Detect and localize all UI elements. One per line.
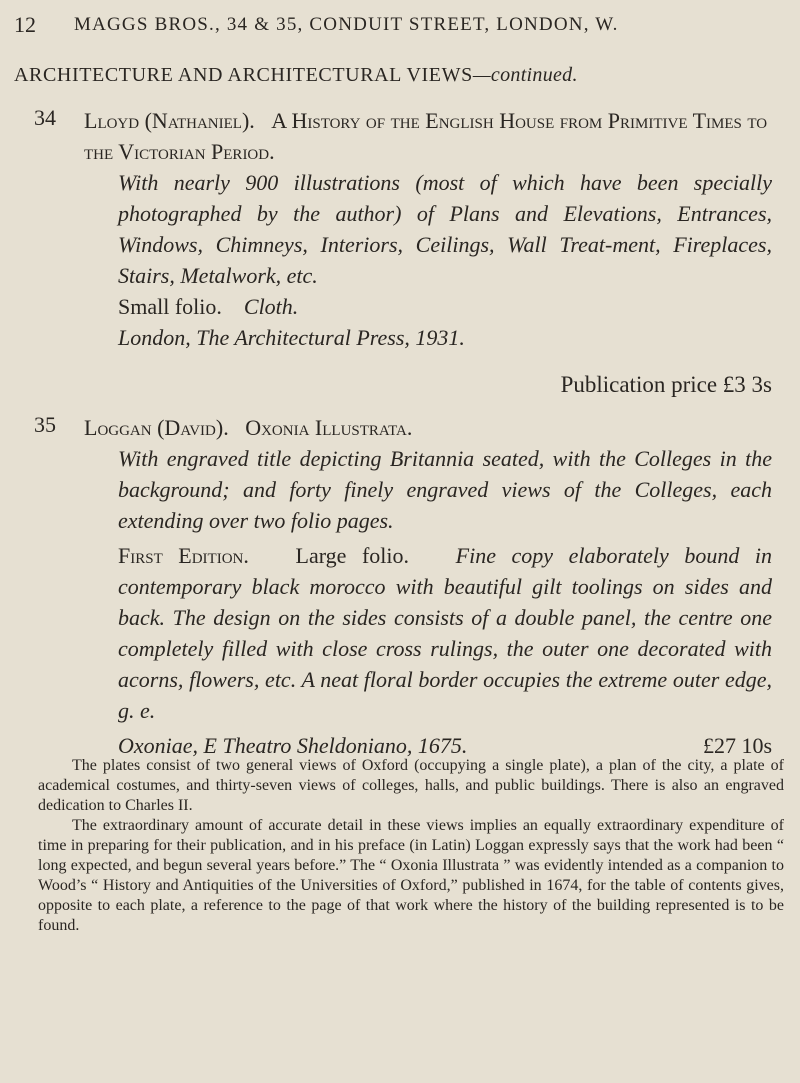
entry-heading — [84, 412, 772, 443]
entry-heading — [84, 105, 772, 167]
note-paragraph: The plates consist of two general views of Oxford (occupying a single plate), a plan of the city, a plate of academical costumes, and thirty-seven views of colleges, halls, and public buildings. There is also an engraved dedication to Charles II. — [38, 757, 784, 814]
entry-description: With nearly 900 illustrations (most of which have been specially photographed by the author) of Plans and Elevations, Entrances, Windows, Chimneys, Interiors, Ceilings, Wall Treat-ment, Fireplaces, Stairs, Metalwork, etc. — [118, 170, 772, 288]
format-label: Small folio. — [118, 294, 222, 319]
note-paragraph: The extraordinary amount of accurate detail in these views implies an equally extraordinary expenditure of time in preparing for their publication, and in his preface (in Latin) Loggan expressly says that the work had been “ long expected, and begun several years before.” The “ Oxonia Illustrata ” was evidently intended as a companion to Wood’s “ History and Antiquities of the Universities of Oxford,” published in 1674, for the table of contents gives, opposite to each plate, a reference to the page of that work where the history of the building represented is to be found. — [38, 817, 784, 934]
format-binding: Cloth. — [243, 294, 299, 319]
running-head: MAGGS BROS., 34 & 35, CONDUIT STREET, LONDON, W. — [74, 14, 619, 35]
page-number: 12 — [14, 12, 36, 37]
entry-author: Lloyd (Nathaniel). — [84, 108, 255, 133]
entry-price: £27 10s — [702, 733, 772, 758]
entry-format — [84, 291, 772, 322]
edition-format: Large folio. — [295, 543, 410, 568]
entry-author: Loggan (David). — [84, 415, 229, 440]
entry-body — [84, 105, 772, 400]
edition-description: Fine copy elaborately bound in contemporary black morocco with beautiful gilt toolings on sides and back. The design on the sides consists of a double panel, the centre one completely filled with close cross rulings, the outer one decorated with acorns, flowers, etc. A neat floral border occupies the extreme outer edge, g. e. — [118, 543, 772, 723]
section-heading — [14, 64, 578, 87]
entry-description: With engraved title depicting Britannia seated, with the Colleges in the background; and forty finely engraved views of the Colleges, each extending over two folio pages. — [118, 446, 772, 533]
page-header — [14, 12, 786, 42]
entry-imprint: London, The Architectural Press, 1931. — [118, 325, 465, 350]
entry-number: 34 — [34, 105, 56, 130]
entry-number: 35 — [34, 412, 56, 437]
entry-price: Publication price £3 3s — [560, 372, 772, 397]
entry-notes — [38, 756, 784, 936]
edition-label: First Edition. — [118, 543, 249, 568]
entry-title: Oxonia Illustrata. — [245, 415, 413, 440]
entry-title: A History of the English House from Primitive Times to the Victorian Period. — [84, 108, 768, 164]
entry-body — [84, 412, 772, 761]
section-continued: —continued. — [472, 64, 578, 86]
section-title: ARCHITECTURE AND ARCHITECTURAL VIEWS — [14, 64, 473, 86]
entry-imprint: Oxoniae, E Theatro Sheldoniano, 1675. — [118, 733, 468, 758]
entry-edition — [84, 540, 772, 726]
